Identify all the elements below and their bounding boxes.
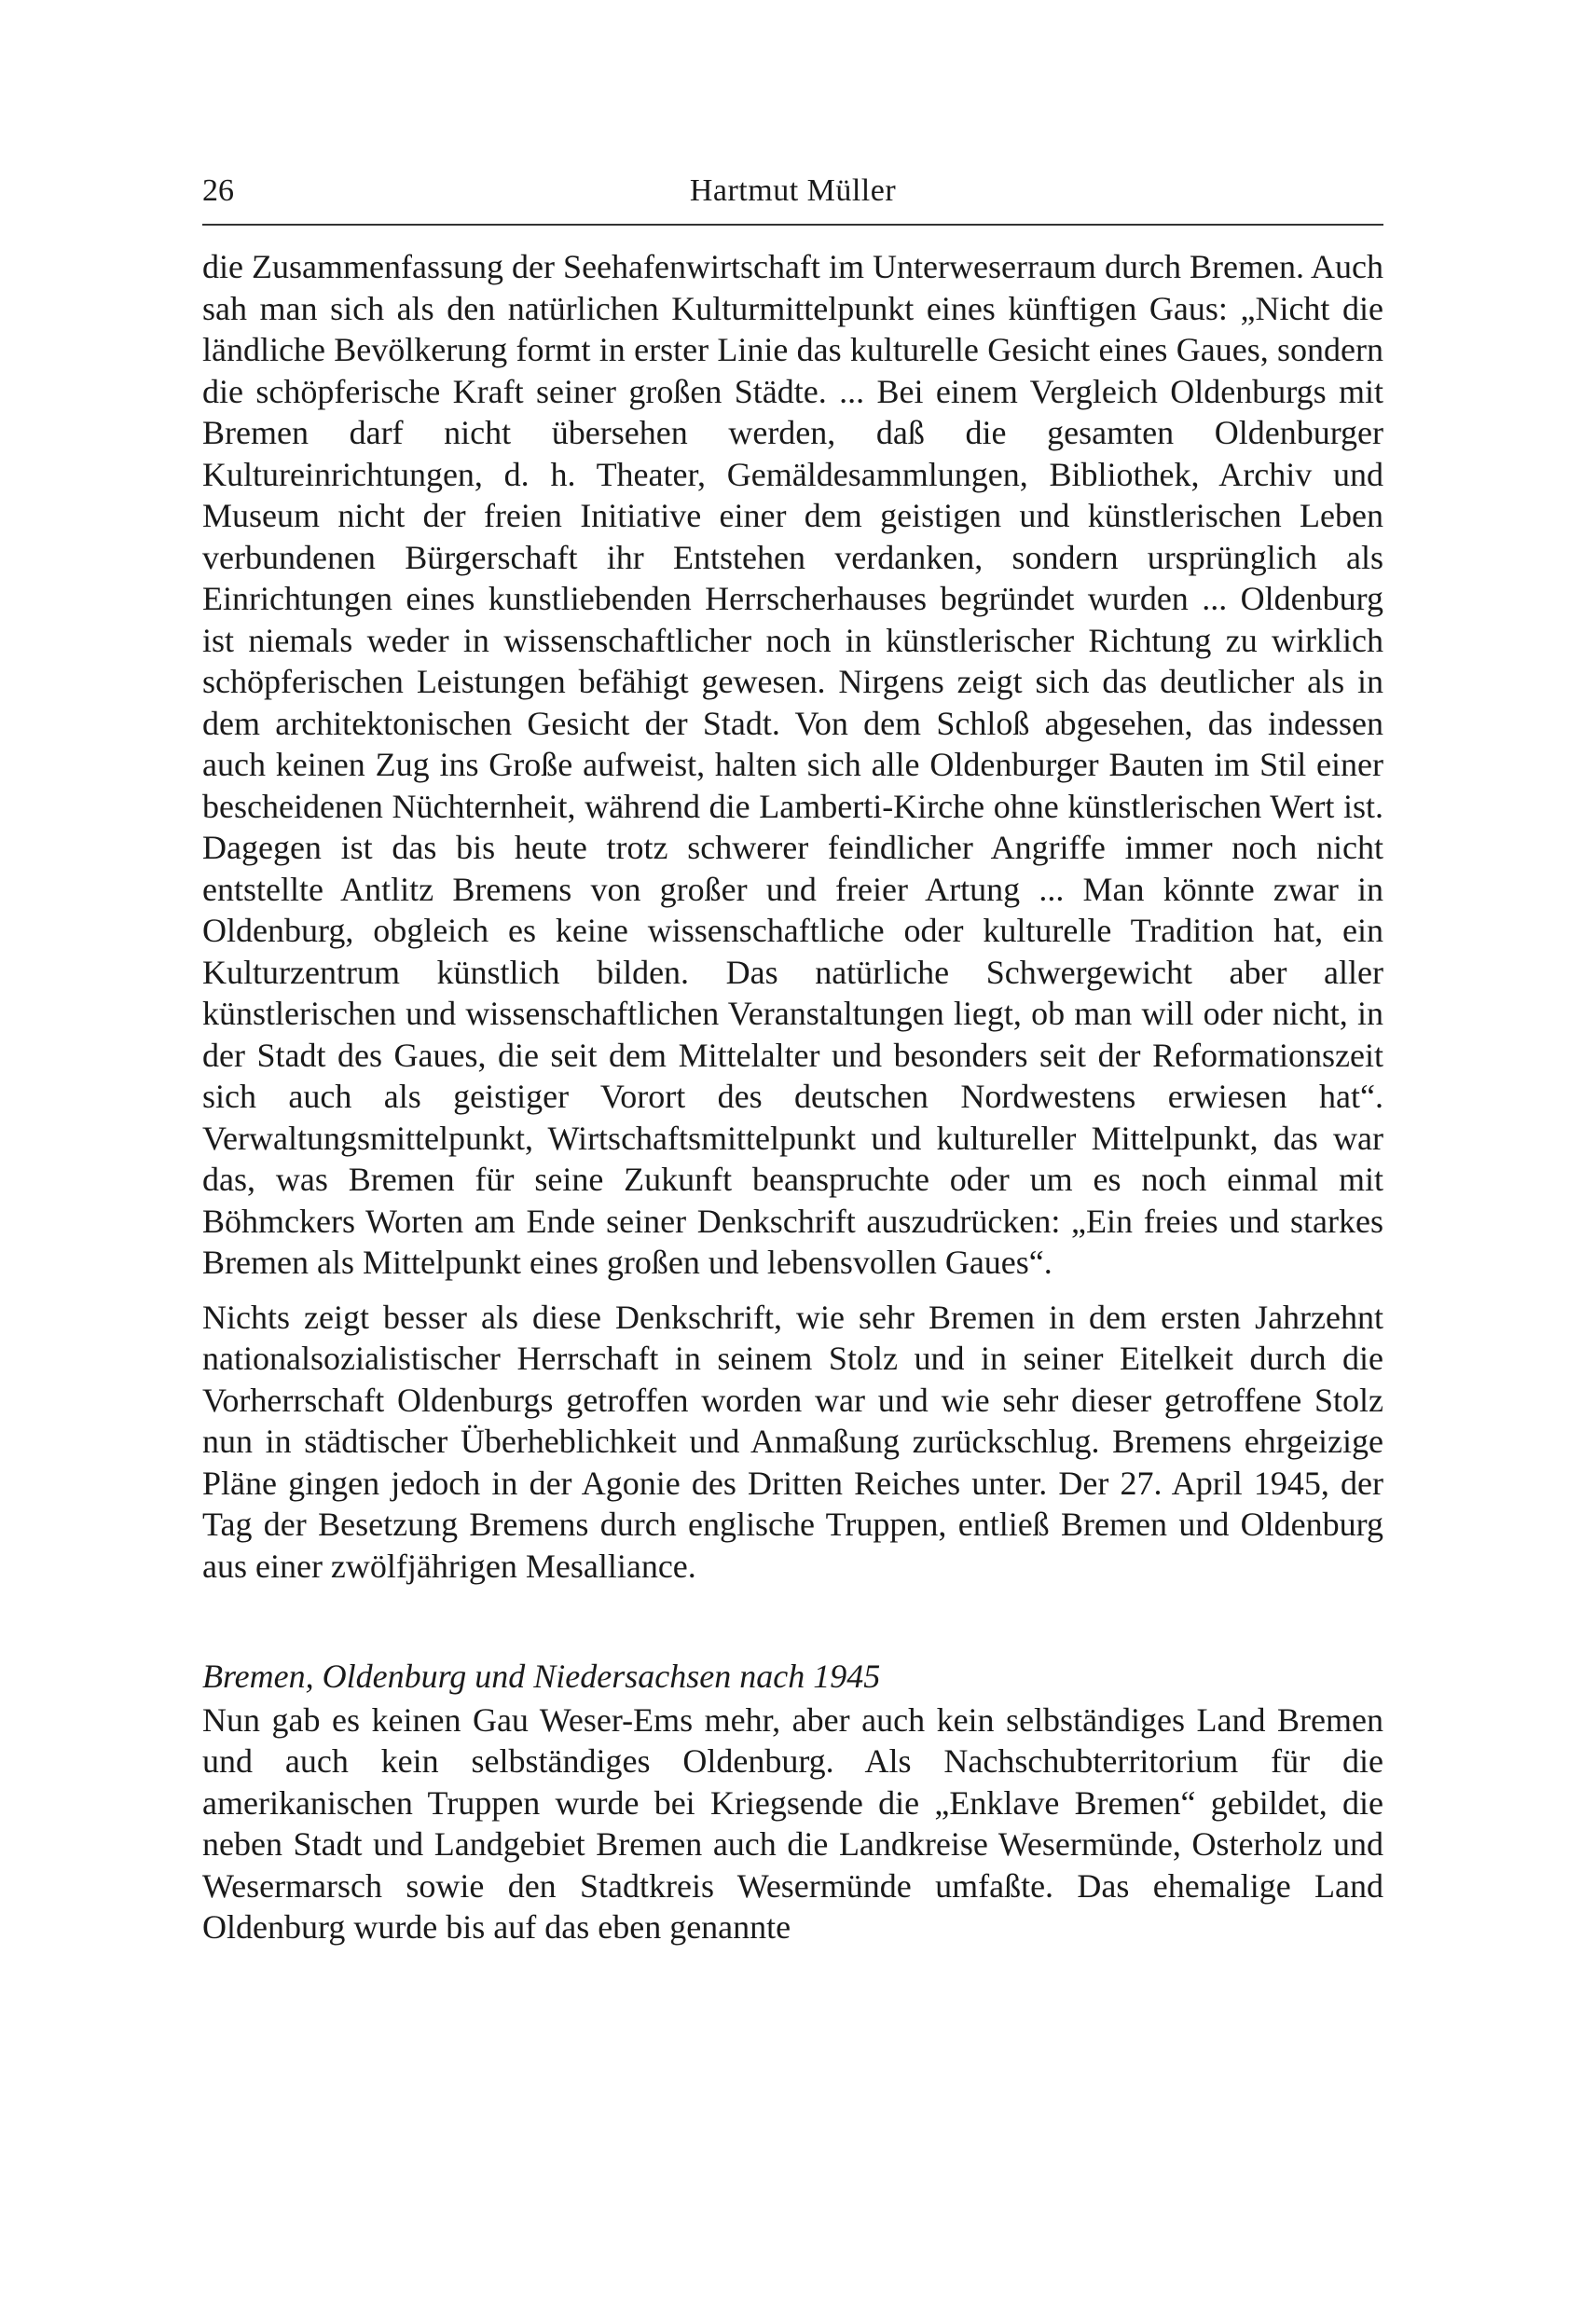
running-title: Hartmut Müller bbox=[689, 173, 897, 208]
running-head bbox=[202, 168, 1383, 214]
body-paragraph: Nun gab es keinen Gau Weser-Ems mehr, aber auch kein selbständiges Land Bremen und auch kein selbständiges Oldenburg. Als Nachschubterritorium für die amerikanischen Truppen wurde bei Kriegsende die „Enklave Bremen“ gebildet, die neben Stadt und Landgebiet Bremen auch die Landkreise Wesermünde, Osterholz und Wesermarsch sowie den Stadtkreis Wesermünde umfaßte. Das ehemalige Land Oldenburg wurde bis auf das eben genannte bbox=[202, 1700, 1383, 1946]
header-rule bbox=[202, 224, 1383, 226]
body-paragraph: Nichts zeigt besser als diese Denkschrift, wie sehr Bremen in dem ersten Jahrzehnt nationalsozialistischer Herrschaft in seinem Stolz und in seiner Eitelkeit durch die Vorherrschaft Oldenburgs getroffen worden war und wie sehr dieser getroffene Stolz nun in städtischer Überheblichkeit und Anmaßung zurückschlug. Bremens ehrgeizige Pläne gingen jedoch in der Agonie des Dritten Reiches unter. Der 27. April 1945, der Tag der Besetzung Bremens durch englische Truppen, entließ Bremen und Oldenburg aus einer zwölfjährigen Mesalliance. bbox=[202, 1298, 1383, 1585]
body-paragraph: die Zusammenfassung der Seehafenwirtschaft im Unterweserraum durch Bremen. Auch sah man sich als den natürlichen Kulturmittelpunkt eines künftigen Gaus: „Nicht die ländliche Bevölkerung formt in erster Linie das kulturelle Gesicht eines Gaues, sondern die schöpferische Kraft seiner großen Städte. ... Bei einem Vergleich Oldenburgs mit Bremen darf nicht übersehen werden, daß die gesamten Oldenburger Kultureinrichtungen, d. h. Theater, Gemäldesammlungen, Bibliothek, Archiv und Museum nicht der freien Initiative einer dem geistigen und künstlerischen Leben verbundenen Bürgerschaft ihr Entstehen verdanken, sondern ursprünglich als Einrichtungen eines kunstliebenden Herrscherhauses begründet wurden ... Oldenburg ist niemals weder in wissenschaftlicher noch in künstlerischer Richtung zu wirklich schöpferischen Leistungen befähigt gewesen. Nirgens zeigt sich das deutlicher als in dem architektonischen Gesicht der Stadt. Von dem Schloß abgesehen, das indessen auch keinen Zug ins Große aufweist, halten sich alle Oldenburger Bauten im Stil einer bescheidenen Nüchternheit, während die Lamberti-Kirche ohne künstlerischen Wert ist. Dagegen ist das bis heute trotz schwerer feindlicher Angriffe immer noch nicht entstellte Antlitz Bremens von großer und freier Artung ... Man könnte zwar in Oldenburg, obgleich es keine wissenschaftliche oder kulturelle Tradition hat, ein Kulturzentrum künstlich bilden. Das natürliche Schwergewicht aber aller künstlerischen und wissenschaftlichen Veranstaltungen liegt, ob man will oder nicht, in der Stadt des Gaues, die seit dem Mittelalter und besonders seit der Reformationszeit sich auch als geistiger Vorort des deutschen Nordwestens erwiesen hat“. Verwaltungsmittelpunkt, Wirtschaftsmittelpunkt und kultureller Mittelpunkt, das war das, was Bremen für seine Zukunft beanspruchte oder um es noch einmal mit Böhmckers Worten am Ende seiner Denkschrift auszudrücken: „Ein freies und starkes Bremen als Mittelpunkt eines großen und lebensvollen Gaues“. bbox=[202, 248, 1383, 1281]
section-heading: Bremen, Oldenburg und Niedersachsen nach 1945 bbox=[202, 1658, 881, 1695]
page-number: 26 bbox=[202, 173, 234, 208]
book-page bbox=[202, 168, 1383, 1948]
